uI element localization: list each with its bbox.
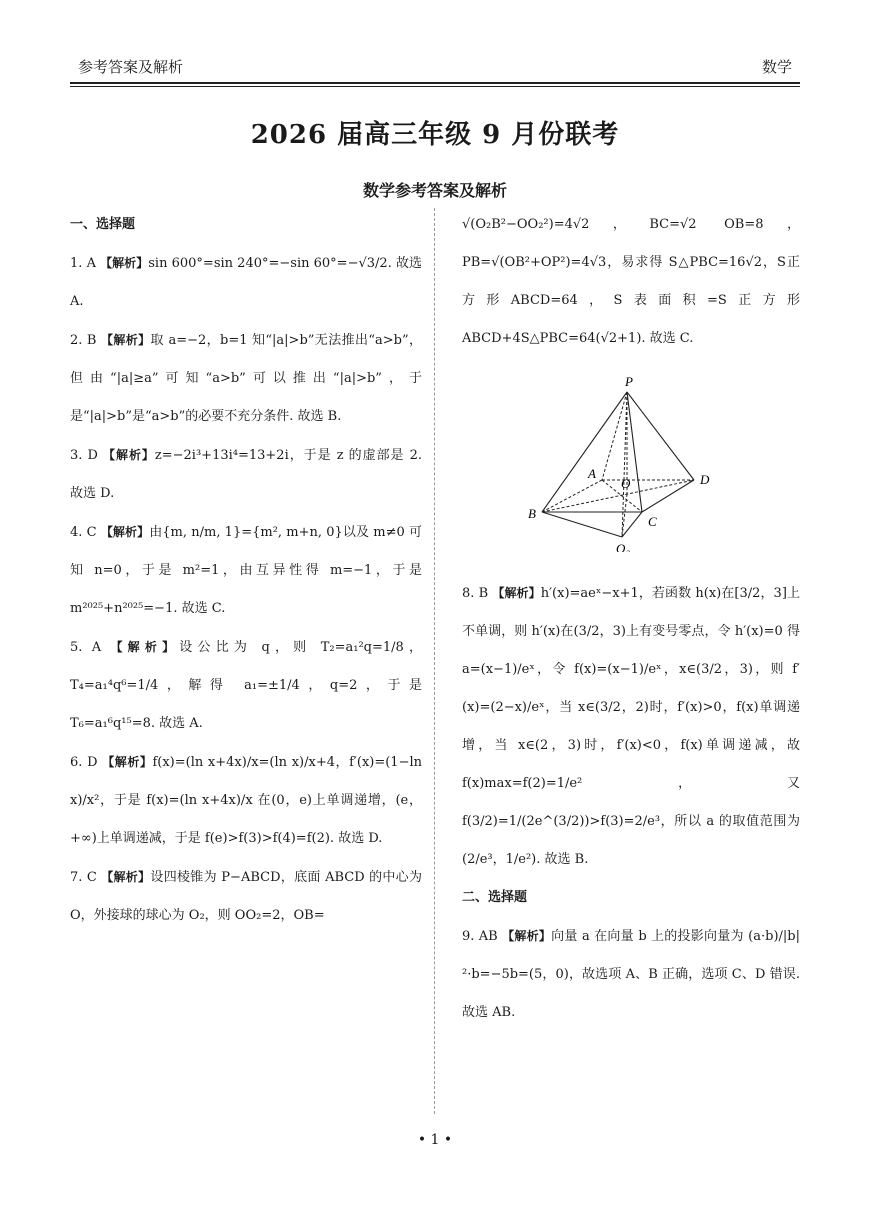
answer-label: 8. B: [462, 586, 493, 601]
answer-continuation: √(O₂B²−OO₂²)=4√2，BC=√2 OB=8，PB=√(OB²+OP²)=4√3，易求得 S△PBC=16√2，S正方形ABCD=64，S表面积=S正方形ABCD+4S△PBC=64(√2+1). 故选 C.: [462, 217, 800, 346]
page-subtitle: 数学参考答案及解析: [362, 181, 507, 200]
answer-item: [70, 244, 422, 321]
answer-label: 6. D: [70, 755, 103, 770]
answer-item: [70, 436, 422, 513]
analysis-tag: 【解析】: [100, 525, 150, 539]
header-rule-thin: [70, 86, 800, 87]
analysis-tag: 【解析】: [102, 755, 153, 769]
answer-text: f(x)=(ln x+4x)/x=(ln x)/x+4，f′(x)=(1−ln x)/x²，于是 f(x)=(ln x+4x)/x 在(0，e)上单调递增，(e，+∞)上单调递减，于是 f(e)>f(3)>f(4)=f(2). 故选 D.: [70, 755, 423, 846]
hidden-edge-BD: [542, 480, 694, 512]
section-heading: 一、选择题: [70, 217, 136, 232]
edge-CO2: [622, 512, 642, 537]
header-left: 参考答案及解析: [78, 58, 184, 76]
answer-text: 向量 a 在向量 b 上的投影向量为 (a·b)/|b|²·b=−5b=(5，0)，故选项 A、B 正确，选项 C、D 错误. 故选 AB.: [462, 929, 800, 1020]
answer-item: [70, 321, 422, 436]
answer-item: [70, 513, 422, 628]
answer-item: [462, 917, 800, 1032]
answer-item: [462, 574, 800, 879]
page-number: • 1 •: [417, 1132, 453, 1148]
column-divider: [434, 208, 435, 1114]
vertex-label-B: B: [528, 506, 536, 521]
answer-label: 2. B: [70, 333, 101, 348]
vertex-label-D: D: [700, 472, 710, 487]
header-right: 数学: [761, 58, 792, 76]
left-column: [70, 206, 422, 935]
answer-label: 7. C: [70, 870, 102, 885]
answer-text: z=−2i³+13i⁴=13+2i，于是 z 的虚部是 2. 故选 D.: [70, 448, 423, 501]
hidden-edge-AB: [542, 480, 602, 512]
edge-PC: [627, 392, 642, 512]
answer-label: 9. AB: [462, 929, 503, 944]
pyramid-figure: [462, 362, 800, 552]
analysis-tag: 【解析】: [100, 256, 149, 270]
analysis-tag: 【解析】: [502, 929, 552, 943]
page-title: 2026 届高三年级 9 月份联考: [250, 120, 620, 150]
vertex-label-O: O: [621, 476, 631, 491]
vertex-label-A: A: [588, 466, 596, 481]
analysis-tag: 【解析】: [101, 870, 151, 884]
answer-label: 5. A: [70, 640, 111, 655]
answer-text: 设公比为 q，则 T₂=a₁²q=1/8，T₄=a₁⁴q⁶=1/4，解得 a₁=±1/4，q=2，于是 T₆=a₁⁶q¹⁵=8. 故选 A.: [70, 640, 422, 731]
vertex-label-O2: O₂: [616, 541, 630, 552]
vertex-label-P: P: [625, 374, 633, 389]
answer-item: [70, 858, 422, 935]
right-column: [462, 206, 800, 1032]
answer-text: h′(x)=aeˣ−x+1，若函数 h(x)在[3/2，3]上不单调，则 h′(x)在(3/2，3)上有变号零点，令 h′(x)=0 得 a=(x−1)/eˣ，令 f(x)=(x−1)/eˣ，x∈(3/2，3)，则 f′(x)=(2−x)/eˣ，当 x∈(3/2，2)时，f′(x)>0，f(x)单调递增，当 x∈(2，3)时，f′(x)<0，f(x)单调递减，故 f(x)max=f(2)=1/e²，又 f(3/2)=1/(2e^(3/2))>f(3)=2/e³，所以 a 的取值范围为(2/e³，1/e²). 故选 B.: [462, 586, 800, 867]
answer-label: 1. A: [70, 256, 101, 271]
answer-text: 设四棱锥为 P−ABCD，底面 ABCD 的中心为 O，外接球的球心为 O₂，则 OO₂=2，OB=: [70, 870, 422, 923]
answer-label: 4. C: [70, 525, 101, 540]
analysis-tag: 【解析】: [103, 448, 155, 462]
analysis-tag: 【解析】: [110, 640, 180, 654]
edge-BO2: [542, 512, 622, 537]
answer-item: [70, 628, 422, 743]
vertex-label-C: C: [648, 514, 657, 529]
analysis-tag: 【解析】: [492, 586, 541, 600]
edge-PD: [627, 392, 694, 480]
answer-label: 3. D: [70, 448, 104, 463]
answer-item: [70, 743, 422, 858]
hidden-edge-OO2: [622, 494, 627, 537]
edge-PB: [542, 392, 627, 512]
edge-CD: [642, 480, 694, 512]
hidden-edge-PA: [602, 392, 627, 480]
header-rule: [70, 82, 800, 84]
section-heading: 二、选择题: [462, 890, 528, 905]
analysis-tag: 【解析】: [101, 333, 151, 347]
answer-text: 由{m, n/m, 1}={m², m+n, 0}以及 m≠0 可知 n=0，于是 m²=1，由互异性得 m=−1，于是 m²⁰²⁵+n²⁰²⁵=−1. 故选 C.: [70, 525, 422, 616]
answer-text: 取 a=−2，b=1 知“|a|>b”无法推出“a>b”，但由“|a|≥a”可知“a>b”可以推出“|a|>b”，于是“|a|>b”是“a>b”的必要不充分条件. 故选 B.: [70, 333, 422, 424]
answer-text: sin 600°=sin 240°=−sin 60°=−√3/2. 故选 A.: [70, 256, 422, 309]
